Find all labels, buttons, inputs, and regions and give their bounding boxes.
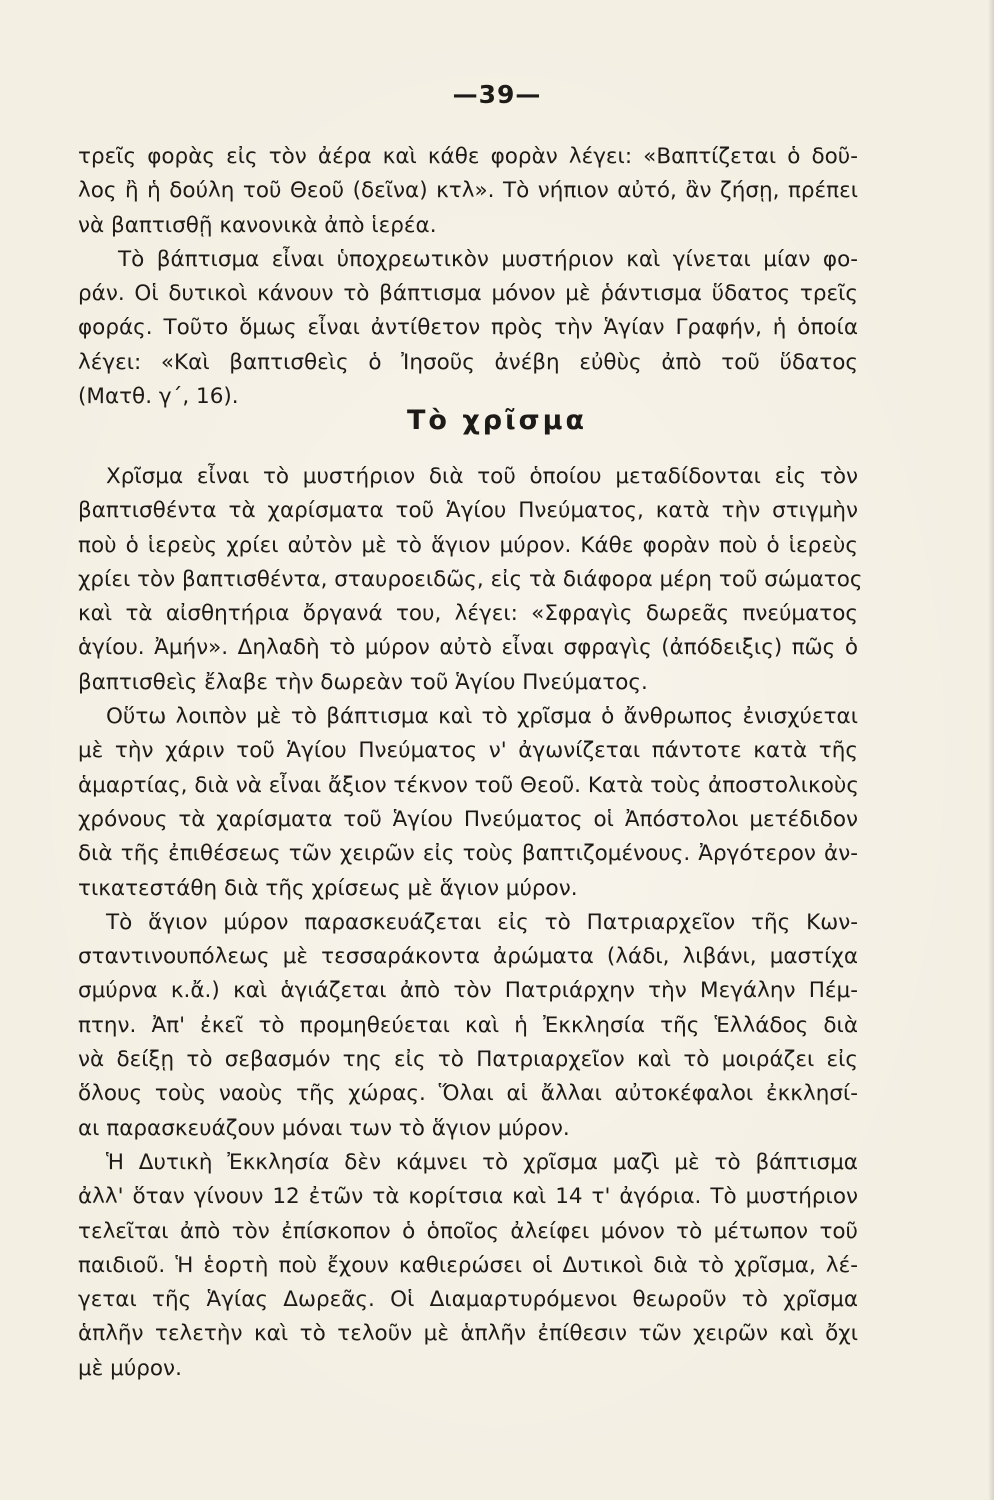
text-line: (Ματθ. γ΄, 16). [78,384,239,410]
text-line: ἀλλ' ὅταν γίνουν 12 ἐτῶν τὰ κορίτσια καὶ 14 τ' ἀγόρια. Τὸ μυστήριον [78,1184,858,1210]
text-line: λος ἢ ἡ δούλη τοῦ Θεοῦ (δεῖνα) κτλ». Τὸ νήπιον αὐτό, ἂν ζήσῃ, πρέπει [78,178,858,204]
text-line: βαπτισθεὶς ἔλαβε τὴν δωρεὰν τοῦ Ἁγίου Πνεύματος. [78,669,648,695]
text-line: σταντινουπόλεως μὲ τεσσαράκοντα ἀρώματα (λάδι, λιβάνι, μαστίχα [78,944,858,970]
text-line: ὅλους τοὺς ναοὺς τῆς χώρας. Ὅλαι αἱ ἄλλαι αὐτοκέφαλοι ἐκκλησί- [78,1081,858,1107]
text-line: πτην. Ἀπ' ἐκεῖ τὸ προμηθεύεται καὶ ἡ Ἐκκλησία τῆς Ἑλλάδος διὰ [78,1012,858,1038]
page-edge-shadow [988,0,994,1500]
text-line: λέγει: «Καὶ βαπτισθεὶς ὁ Ἰησοῦς ἀνέβη εὐθὺς ἀπὸ τοῦ ὕδατος [78,349,858,375]
text-line: παιδιοῦ. Ἡ ἑορτὴ ποὺ ἔχουν καθιερώσει οἱ Δυτικοὶ διὰ τὸ χρῖσμα, λέ- [78,1252,858,1278]
text-line: βαπτισθέντα τὰ χαρίσματα τοῦ Ἁγίου Πνεύματος, κατὰ τὴν στιγμὴν [78,498,858,524]
text-line: ἁμαρτίας, διὰ νὰ εἶναι ἄξιον τέκνον τοῦ Θεοῦ. Κατὰ τοὺς ἀποστολικοὺς [78,772,859,798]
section-heading: Τὸ χρῖσμα [406,405,588,436]
text-line: νὰ βαπτισθῇ κανονικὰ ἀπὸ ἱερέα. [78,212,437,238]
text-line: αι παρασκευάζουν μόναι των τὸ ἅγιον μύρον. [78,1115,570,1141]
text-line: χρόνους τὰ χαρίσματα τοῦ Ἁγίου Πνεύματος οἱ Ἀπόστολοι μετέδιδον [78,806,858,832]
text-line: ἁγίου. Ἀμήν». Δηλαδὴ τὸ μύρον αὐτὸ εἶναι σφραγὶς (ἀπόδειξις) πῶς ὁ [78,635,858,661]
text-line: ράν. Οἱ δυτικοὶ κάνουν τὸ βάπτισμα μόνον μὲ ῥάντισμα ὕδατος τρεῖς [78,281,858,307]
text-line: νὰ δείξῃ τὸ σεβασμόν της εἰς τὸ Πατριαρχεῖον καὶ τὸ μοιράζει εἰς [78,1047,858,1073]
text-line: γεται τῆς Ἁγίας Δωρεᾶς. Οἱ Διαμαρτυρόμενοι θεωροῦν τὸ χρῖσμα [78,1287,858,1313]
text-line: μὲ τὴν χάριν τοῦ Ἁγίου Πνεύματος ν' ἀγωνίζεται πάντοτε κατὰ τῆς [78,738,858,764]
text-line: Τὸ ἅγιον μύρον παρασκευάζεται εἰς τὸ Πατριαρχεῖον τῆς Κων- [106,909,858,935]
text-line: Τὸ βάπτισμα εἶναι ὑποχρεωτικὸν μυστήριον καὶ γίνεται μίαν φο- [118,246,858,272]
text-line: ἁπλῆν τελετὴν καὶ τὸ τελοῦν μὲ ἁπλῆν ἐπίθεσιν τῶν χειρῶν καὶ ὄχι [78,1321,858,1347]
text-line: σμύρνα κ.ἄ.) καὶ ἁγιάζεται ἀπὸ τὸν Πατριάρχην τὴν Μεγάλην Πέμ- [78,978,858,1004]
text-line: ποὺ ὁ ἱερεὺς χρίει αὐτὸν μὲ τὸ ἅγιον μύρον. Κάθε φορὰν ποὺ ὁ ἱερεὺς [78,532,858,558]
text-line: τελεῖται ἀπὸ τὸν ἐπίσκοπον ὁ ὁποῖος ἀλείφει μόνον τὸ μέτωπον τοῦ [78,1218,858,1244]
text-line: φοράς. Τοῦτο ὅμως εἶναι ἀντίθετον πρὸς τὴν Ἁγίαν Γραφήν, ἡ ὁποία [78,315,858,341]
text-line: Χρῖσμα εἶναι τὸ μυστήριον διὰ τοῦ ὁποίου μεταδίδονται εἰς τὸν [106,464,858,489]
page-number: —39— [452,80,542,109]
text-line: διὰ τῆς ἐπιθέσεως τῶν χειρῶν εἰς τοὺς βαπτιζομένους. Ἀργότερον ἀν- [78,841,858,867]
text-line: καὶ τὰ αἰσθητήρια ὄργανά του, λέγει: «Σφραγὶς δωρεᾶς πνεύματος [78,601,858,627]
text-line: τρεῖς φορὰς εἰς τὸν ἀέρα καὶ κάθε φορὰν λέγει: «Βαπτίζεται ὁ δοῦ- [78,144,858,169]
body-paragraphs [78,460,863,1386]
text-line: χρίει τὸν βαπτισθέντα, σταυροειδῶς, εἰς τὰ διάφορα μέρη τοῦ σώματος [78,566,863,592]
text-line: μὲ μύρον. [78,1355,182,1381]
intro-paragraphs [78,140,858,414]
text-line: Ἡ Δυτικὴ Ἐκκλησία δὲν κάμνει τὸ χρῖσμα μαζὶ μὲ τὸ βάπτισμα [106,1149,858,1175]
text-line: Οὕτω λοιπὸν μὲ τὸ βάπτισμα καὶ τὸ χρῖσμα ὁ ἄνθρωπος ἐνισχύεται [106,704,858,730]
text-line: τικατεστάθη διὰ τῆς χρίσεως μὲ ἅγιον μύρον. [78,875,578,901]
